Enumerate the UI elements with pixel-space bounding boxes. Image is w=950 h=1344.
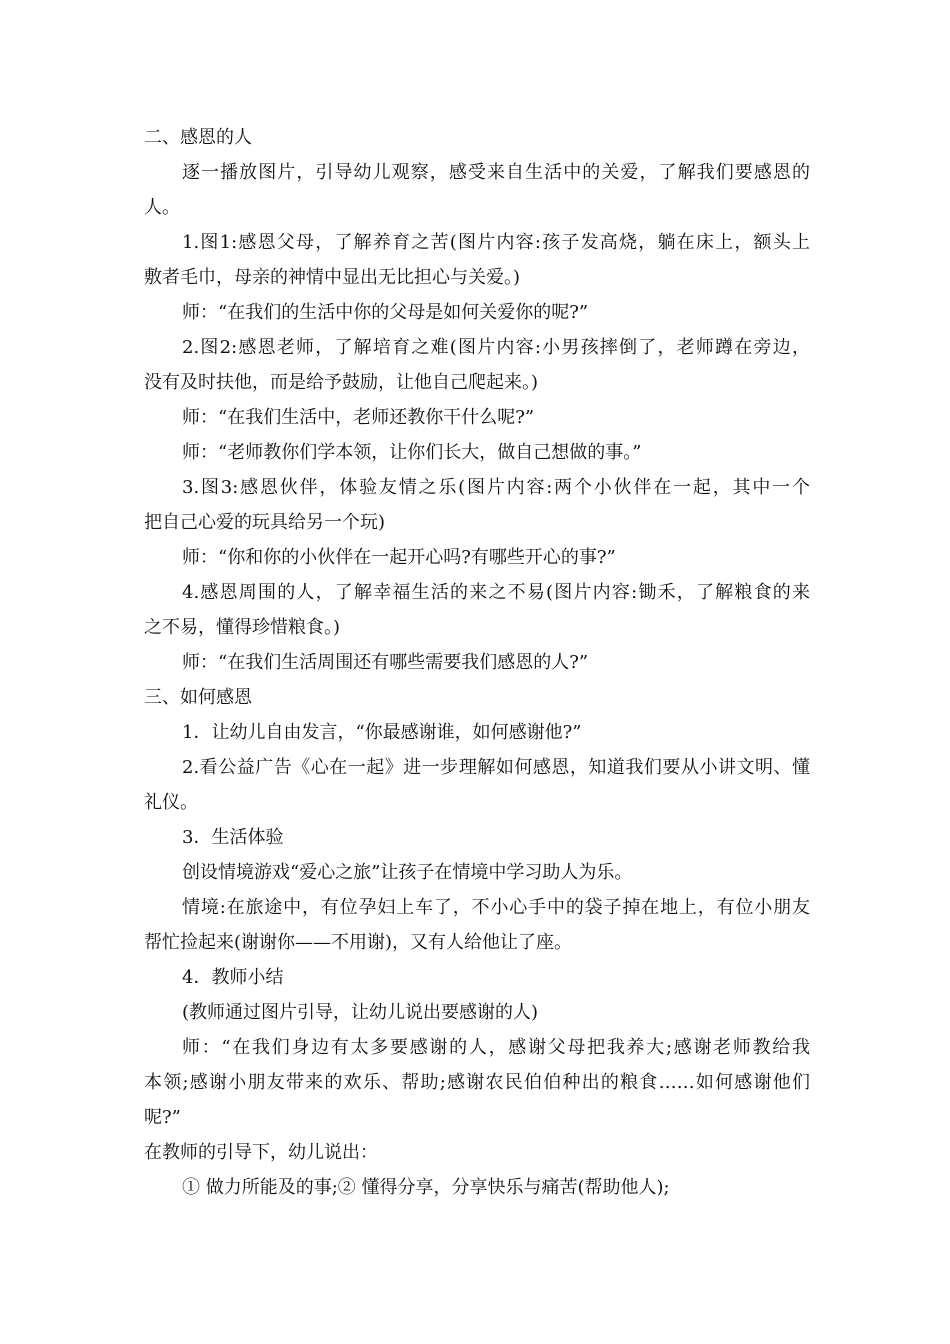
paragraph-line: 创设情境游戏“爱心之旅”让孩子在情境中学习助人为乐。 — [182, 862, 633, 883]
paragraph-line: 师：“在我们身边有太多要感谢的人，感谢父母把我养大;感谢老师教给我 — [182, 1037, 810, 1058]
paragraph-line: 在教师的引导下，幼儿说出： — [144, 1142, 378, 1163]
paragraph-line: 之不易，懂得珍惜粮食。) — [144, 617, 341, 638]
subsection-heading: 3．生活体验 — [182, 827, 284, 848]
paragraph-line: 情境:在旅途中，有位孕妇上车了，不小心手中的袋子掉在地上，有位小朋友 — [182, 897, 810, 918]
paragraph-line: 把自己心爱的玩具给另一个玩) — [144, 512, 386, 533]
paragraph-line: 1．让幼儿自由发言，“你最感谢谁，如何感谢他?” — [182, 722, 582, 743]
paragraph-line: 4.感恩周围的人，了解幸福生活的来之不易(图片内容:锄禾，了解粮食的来 — [182, 582, 810, 603]
paragraph-line: 师：“在我们的生活中你的父母是如何关爱你的呢?” — [182, 302, 589, 323]
paragraph-line: 呢?” — [144, 1107, 181, 1128]
paragraph-line: 逐一播放图片，引导幼儿观察，感受来自生活中的关爱，了解我们要感恩的 — [182, 162, 810, 183]
paragraph-line: 人。 — [144, 197, 180, 218]
paragraph-line: ① 做力所能及的事;② 懂得分享，分享快乐与痛苦(帮助他人); — [182, 1177, 670, 1198]
section-heading: 二、感恩的人 — [144, 127, 252, 148]
paragraph-line: 没有及时扶他，而是给予鼓励，让他自己爬起来。) — [144, 372, 539, 393]
paragraph-line: 礼仪。 — [144, 792, 198, 813]
paragraph-line: 帮忙捡起来(谢谢你——不用谢)，又有人给他让了座。 — [144, 932, 573, 953]
paragraph-line: 师：“在我们生活中，老师还教你干什么呢?” — [182, 407, 535, 428]
section-heading: 三、如何感恩 — [144, 687, 252, 708]
paragraph-line: 1.图1:感恩父母，了解养育之苦(图片内容:孩子发高烧，躺在床上，额头上 — [182, 232, 810, 253]
paragraph-line: 2.图2:感恩老师，了解培育之难(图片内容:小男孩摔倒了，老师蹲在旁边， — [182, 337, 810, 358]
paragraph-line: 敷者毛巾，母亲的神情中显出无比担心与关爱。) — [144, 267, 521, 288]
paragraph-line: 本领;感谢小朋友带来的欢乐、帮助;感谢农民伯伯种出的粮食……如何感谢他们 — [144, 1072, 810, 1093]
document-page — [144, 120, 810, 1205]
paragraph-line: 师：“老师教你们学本领，让你们长大，做自己想做的事。” — [182, 442, 642, 463]
paragraph-line: (教师通过图片引导，让幼儿说出要感谢的人) — [182, 1002, 539, 1023]
paragraph-line: 3.图3:感恩伙伴，体验友情之乐(图片内容:两个小伙伴在一起，其中一个 — [182, 477, 810, 498]
paragraph-line: 师：“你和你的小伙伴在一起开心吗?有哪些开心的事?” — [182, 547, 616, 568]
paragraph-line: 师：“在我们生活周围还有哪些需要我们感恩的人?” — [182, 652, 589, 673]
subsection-heading: 4．教师小结 — [182, 967, 284, 988]
paragraph-line: 2.看公益广告《心在一起》进一步理解如何感恩，知道我们要从小讲文明、懂 — [182, 757, 810, 778]
